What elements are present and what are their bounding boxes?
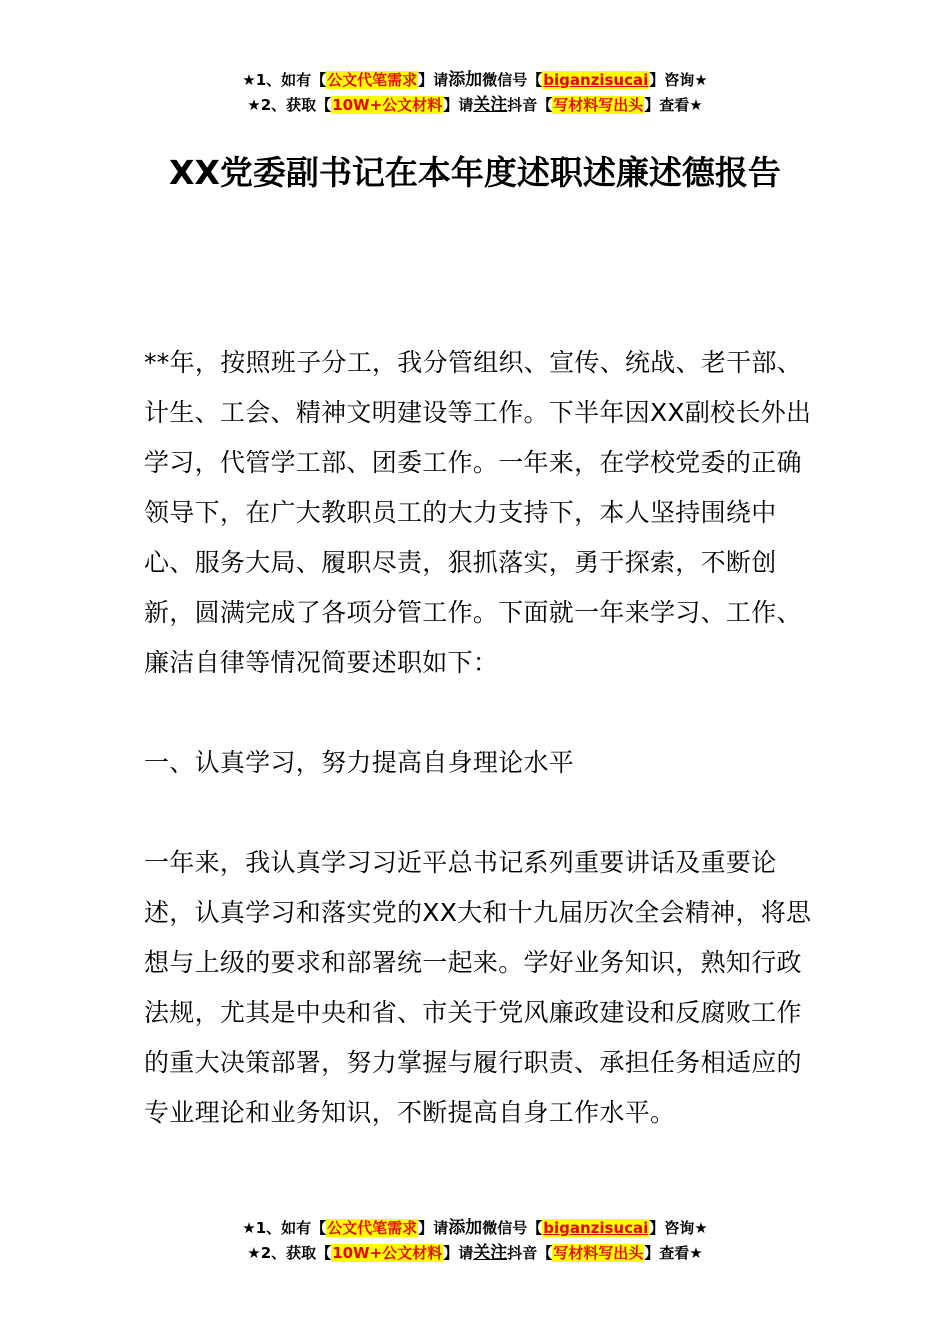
wechat-id-link[interactable]: biganzisucai (543, 71, 649, 89)
paragraph-intro: **年，按照班子分工，我分管组织、宣传、统战、老干部、计生、工会、精神文明建设等工作。下半年因XX副校长外出学习，代管学工部、团委工作。一年来，在学校党委的正确领导下，在广大教职员工的大力支持下，本人坚持围绕中心、服务大局、履职尽责，狠抓落实，勇于探索，不断创新，圆满完成了各项分管工作。下面就一年来学习、工作、廉洁自律等情况简要述职如下： (144, 348, 812, 677)
promo-banner-top (0, 68, 950, 118)
wechat-id-link[interactable]: biganzisucai (543, 1219, 649, 1237)
promo-line-1: ★1、如有【公文代笔需求】请添加微信号【biganzisucai】咨询★ (242, 70, 708, 90)
promo-banner-bottom (0, 1216, 950, 1266)
document-body (144, 338, 820, 1188)
douyin-account: 写材料写出头 (553, 1244, 644, 1262)
document-title: XX党委副书记在本年度述职述廉述德报告 (169, 153, 781, 192)
paragraph-study: 一年来，我认真学习习近平总书记系列重要讲话及重要论述，认真学习和落实党的XX大和十九届历次全会精神，将思想与上级的要求和部署统一起来。学好业务知识，熟知行政法规，尤其是中央和省、市关于党风廉政建设和反腐败工作的重大决策部署，努力掌握与履行职责、承担任务相适应的专业理论和业务知识，不断提高自身工作水平。 (144, 848, 812, 1127)
section-heading-1: 一、认真学习，努力提高自身理论水平 (144, 748, 575, 777)
promo-highlight-materials: 10W+公文材料 (332, 1244, 443, 1262)
promo-line-2: ★2、获取【10W+公文材料】请关注抖音【写材料写出头】查看★ (247, 95, 703, 115)
douyin-account: 写材料写出头 (553, 96, 644, 114)
promo-highlight-service: 公文代笔需求 (327, 1219, 418, 1237)
promo-line-2: ★2、获取【10W+公文材料】请关注抖音【写材料写出头】查看★ (247, 1243, 703, 1263)
promo-line-1: ★1、如有【公文代笔需求】请添加微信号【biganzisucai】咨询★ (242, 1218, 708, 1238)
promo-highlight-service: 公文代笔需求 (327, 71, 418, 89)
promo-highlight-materials: 10W+公文材料 (332, 96, 443, 114)
